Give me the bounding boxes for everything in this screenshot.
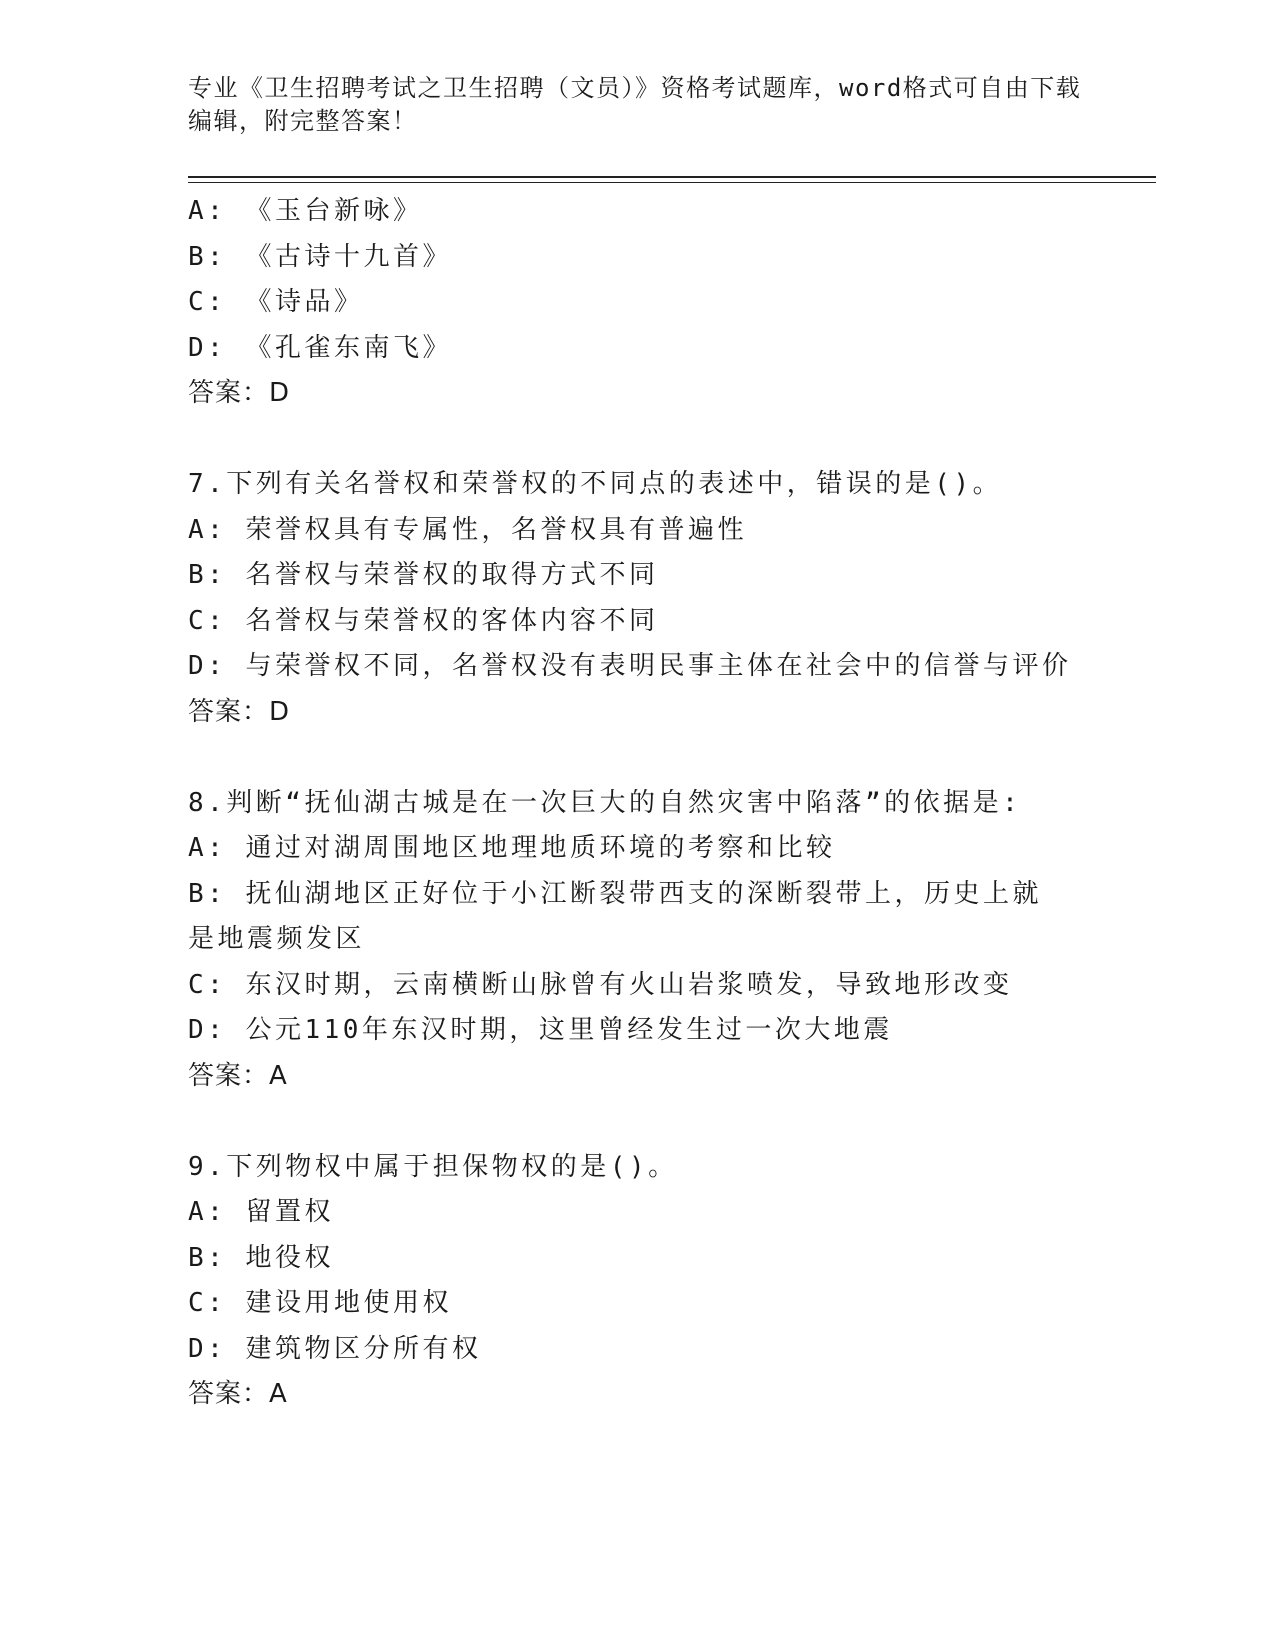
question-6-block — [188, 189, 1148, 417]
q9-option-c: C: 建设用地使用权 — [188, 1288, 452, 1318]
q7-question: 7.下列有关名誉权和荣誉权的不同点的表述中，错误的是()。 — [188, 469, 1003, 499]
question-9-block — [188, 1145, 1148, 1418]
q6-option-b: B: 《古诗十九首》 — [188, 241, 452, 272]
question-7-block — [188, 462, 1148, 735]
header-divider-bottom — [188, 182, 1156, 183]
q9-option-a: A: 留置权 — [188, 1197, 334, 1227]
q6-option-a: A: 《玉台新咏》 — [188, 196, 423, 226]
document-header — [188, 72, 1088, 138]
q8-option-b: B: 抚仙湖地区正好位于小江断裂带西支的深断裂带上，历史上就是地震频发区 — [188, 878, 1042, 954]
q9-question: 9.下列物权中属于担保物权的是()。 — [188, 1151, 678, 1182]
q8-question: 8.判断“抚仙湖古城是在一次巨大的自然灾害中陷落”的依据是: — [188, 787, 1022, 818]
q6-option-d: D: 《孔雀东南飞》 — [188, 332, 452, 363]
q7-option-c: C: 名誉权与荣誉权的客体内容不同 — [188, 605, 659, 636]
spacer — [188, 417, 1148, 463]
header-line-2: 编辑，附完整答案！ — [188, 107, 418, 135]
q7-option-a: A: 荣誉权具有专属性，名誉权具有普遍性 — [188, 514, 747, 545]
q7-answer: 答案：D — [188, 696, 291, 727]
q8-option-d: D: 公元110年东汉时期，这里曾经发生过一次大地震 — [188, 1015, 893, 1045]
q7-option-b: B: 名誉权与荣誉权的取得方式不同 — [188, 560, 659, 590]
q9-answer: 答案：A — [188, 1379, 288, 1409]
q6-option-c: C: 《诗品》 — [188, 287, 364, 317]
q6-answer: 答案：D — [188, 378, 291, 408]
header-line-1: 专业《卫生招聘考试之卫生招聘（文员）》资格考试题库，word格式可自由下载 — [188, 74, 1082, 102]
q9-option-b: B: 地役权 — [188, 1242, 334, 1273]
spacer — [188, 735, 1148, 781]
question-8-block — [188, 781, 1148, 1100]
question-list — [188, 189, 1148, 1418]
header-divider-top — [188, 176, 1156, 178]
q7-option-d: D: 与荣誉权不同，名誉权没有表明民事主体在社会中的信誉与评价 — [188, 651, 1072, 681]
q8-option-c: C: 东汉时期，云南横断山脉曾有火山岩浆喷发，导致地形改变 — [188, 969, 1013, 1000]
q9-option-d: D: 建筑物区分所有权 — [188, 1333, 482, 1364]
q8-answer: 答案：A — [188, 1060, 288, 1091]
spacer — [188, 1099, 1148, 1145]
q8-option-a: A: 通过对湖周围地区地理地质环境的考察和比较 — [188, 833, 836, 863]
